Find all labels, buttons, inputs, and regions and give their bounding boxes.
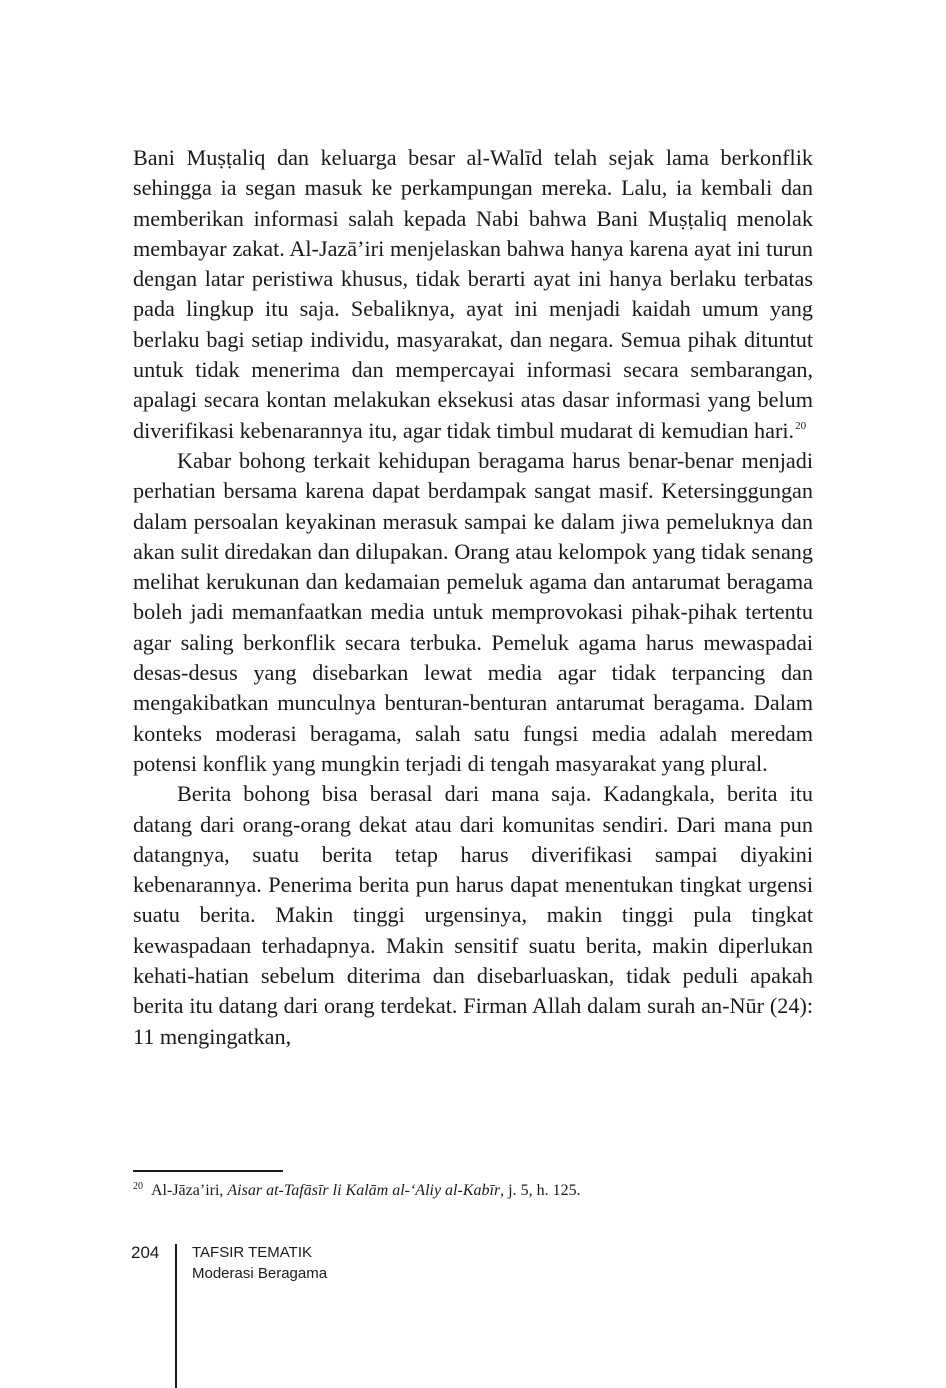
page-number: 204: [131, 1243, 160, 1262]
main-text: [133, 143, 813, 1052]
running-title: [192, 1242, 327, 1284]
book-title: Moderasi Beragama: [192, 1265, 328, 1282]
footnote-divider: [133, 1170, 283, 1172]
footnote-citation: , j. 5, h. 125.: [500, 1182, 581, 1199]
paragraph-1-text: Bani Muṣṭaliq dan keluarga besar al-Walīd telah sejak lama berkonflik sehingga ia segan masuk ke perkampungan mereka. Lalu, ia kembali dan memberikan informasi salah kepada Nabi bahwa Bani Muṣṭaliq menolak membayar zakat. Al-Jazā’iri menjelaskan bahwa hanya karena ayat ini turun dengan latar peristiwa khusus, tidak berarti ayat ini hanya berlaku terbatas pada lingkup itu saja. Sebaliknya, ayat ini menjadi kaidah umum yang berlaku bagi setiap individu, masyarakat, dan negara. Semua pihak dituntut untuk tidak menerima dan mempercayai informasi secara sembarangan, apalagi secara kontan melakukan eksekusi atas dasar informasi yang belum diverifikasi kebenarannya itu, agar tidak timbul mudarat di kemudian hari.: [133, 145, 813, 443]
paragraph-2: Kabar bohong terkait kehidupan beragama harus benar-benar menjadi perhatian bersama karena dapat berdampak sangat masif. Ketersinggungan dalam persoalan keyakinan merasuk sampai ke dalam jiwa pemeluknya dan akan sulit diredakan dan dilupakan. Orang atau kelompok yang tidak senang melihat kerukunan dan kedamaian pemeluk agama dan antarumat beragama boleh jadi memanfaatkan media untuk memprovokasi pihak-pihak tertentu agar saling berkonflik secara terbuka. Pemeluk agama harus mewaspadai desas-desus yang disebarkan lewat media agar tidak terpancing dan mengakibatkan munculnya benturan-benturan antarumat beragama. Dalam konteks moderasi beragama, salah satu fungsi media adalah meredam potensi konflik yang mungkin terjadi di tengah masyarakat yang plural.: [133, 447, 813, 776]
footer-divider: [175, 1244, 177, 1388]
footnote-reference: 20: [795, 420, 807, 433]
series-title: TAFSIR TEMATIK: [192, 1244, 313, 1261]
footnote-number: 20: [133, 1180, 143, 1192]
footnote-source-title: Aisar at-Tafāsīr li Kalām al-‘Aliy al-Kabīr: [227, 1182, 501, 1199]
paragraph-1: [133, 143, 813, 446]
paragraph-3: Berita bohong bisa berasal dari mana saja. Kadangkala, berita itu datang dari orang-orang dekat atau dari komunitas sendiri. Dari mana pun datangnya, suatu berita tetap harus diverifikasi sampai diyakini kebenarannya. Penerima berita pun harus dapat menentukan tingkat urgensi suatu berita. Makin tinggi urgensinya, makin tinggi pula tingkat kewaspadaan terhadapnya. Makin sensitif suatu berita, makin diperlukan kehati-hatian sebelum diterima dan disebarluaskan, tidak peduli apakah berita itu datang dari orang terdekat. Firman Allah dalam surah an-Nūr (24): 11 mengingatkan,: [133, 781, 813, 1049]
footnote: [133, 1180, 813, 1202]
footnote-author: Al-Jāza’iri,: [151, 1182, 228, 1199]
